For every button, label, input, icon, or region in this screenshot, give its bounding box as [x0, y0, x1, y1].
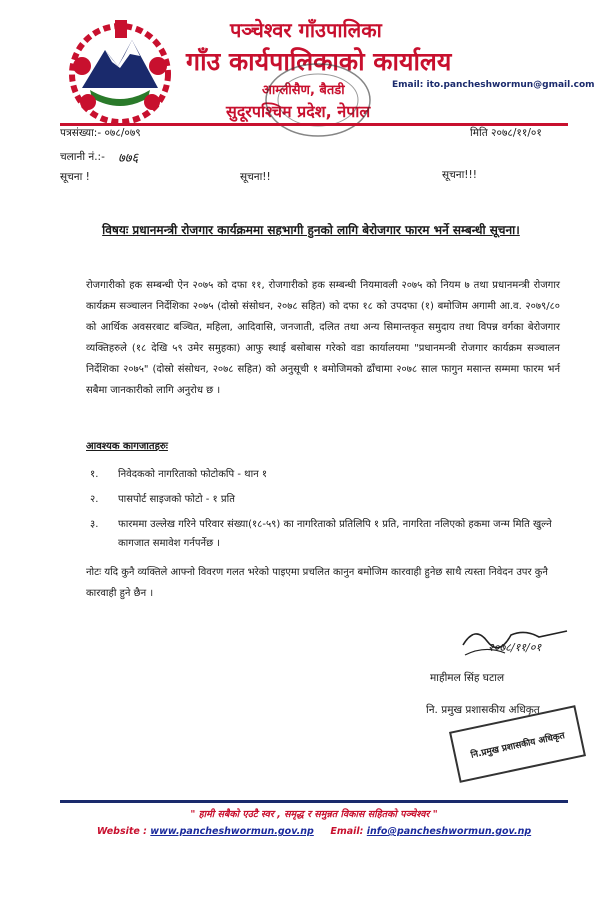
office-seal-stamp — [262, 60, 374, 140]
signatory-title: नि. प्रमुख प्रशासकीय अधिकृत — [426, 704, 540, 716]
signatory-name: माहीमल सिंह घटाल — [430, 672, 505, 684]
chalani-number: ७७६ — [118, 151, 139, 166]
list-item — [86, 465, 560, 484]
org-name: पञ्चेश्वर गाँउपालिका — [230, 18, 382, 42]
list-item — [86, 515, 560, 553]
notice-label-1: सूचना ! — [60, 171, 90, 183]
footer-divider — [60, 800, 568, 803]
list-item-number: १. — [90, 469, 99, 480]
patra-sankhya: पत्रसंख्या:- ०७८/०७९ — [60, 127, 141, 139]
footer-motto: " हामी सबैको एउटै स्वर , समृद्ध र समुन्नत विकास सहितको पञ्चेश्वर " — [190, 809, 438, 820]
list-item-text: फारममा उल्लेख गरिने परिवार संख्या(१८-५९) का नागरिताको प्रतिलिपि १ प्रति, नागरिता नलिएको हकमा जन्म मिति खुल्ने कागजात समावेश गर्नपर्नेछ । — [118, 519, 552, 549]
list-item-text: पासपोर्ट साइजको फोटो - १ प्रति — [118, 494, 235, 505]
note-paragraph: नोटः यदि कुनै व्यक्तिले आफ्नो विवरण गलत भरेको पाइएमा प्रचलित कानुन बमोजिम कारवाही हुनेछ साथै त्यस्ता निवेदन उपर कुनै कारवाही हुने छैन । — [86, 567, 548, 599]
date: मिति २०७८/११/०१ — [470, 127, 542, 139]
office-location: आम्लीसैण, बैतडी — [262, 83, 345, 98]
body-paragraph: रोजगारीको हक सम्बन्धी ऐन २०७५ को दफा ११, रोजगारीको हक सम्बन्धी नियमावली २०७५ को नियम ७ तथा प्रधानमन्त्री रोजगार कार्यक्रम सञ्चालन निर्देशिका २०७५ (दोस्रो संसोधन, २०७८ सहित) को दफा १८ को उपदफा (१) बमोजिम अगामी आ.व. २०७९/८० को आर्थिक अवसरबाट बञ्चित, महिला, आदिवासि, जनजाती, दलित तथा अन्य सिमान्तकृत समुदाय तथा विपन्न वर्गका बेरोजगार व्यक्तिहरुले (१८ देखि ५९ उमेर समुहका) आफु स्थाई बसोबास गरेको वडा कार्यालयमा "प्रधानमन्त्री रोजगार कार्यक्रम सञ्चालन निर्देशिका २०७५" (दोस्रो संसोधन, २०७८ सहित) को अनुसूची १ बमोजिमको ढाँचामा २०७८ साल फागुन मसान्त सम्ममा फारम भर्न सबैमा जानकारीको लागि अनुरोध छ । — [86, 280, 560, 396]
office-name: गाँउ कार्यपालिकाको कार्यालय — [186, 47, 452, 76]
chalani-label: चलानी नं.:- — [60, 151, 105, 163]
list-item-text: निवेदकको नागरिताको फोटोकपि - थान १ — [118, 469, 268, 480]
docs-list — [86, 465, 560, 559]
list-item-number: ३. — [90, 519, 99, 530]
header-email: Email: ito.pancheshwormun@gmail.com — [392, 80, 595, 90]
email-link[interactable]: info@pancheshwormun.gov.np — [366, 826, 532, 837]
subject-line: विषयः प्रधानमन्त्री रोजगार कार्यक्रममा सहभागी हुनको लागि बेरोजगार फारम भर्ने सम्बन्धी सूचना। — [102, 223, 520, 237]
nepal-emblem-logo — [60, 18, 180, 126]
list-item — [86, 490, 560, 509]
website-label: Website : — [96, 826, 147, 837]
signature-date: २०७८/११/०१ — [488, 641, 542, 654]
office-province: सुदूरपश्चिम प्रदेश, नेपाल — [226, 102, 371, 121]
notice-label-3: सूचना!!! — [442, 169, 477, 181]
footer-links — [60, 826, 568, 837]
list-item-number: २. — [90, 494, 99, 505]
email-label: Email: — [330, 826, 364, 837]
notice-label-2: सूचना!! — [240, 171, 271, 183]
designation-stamp-text: नि.प्रमुख प्रशासकीय अधिकृत — [469, 730, 566, 761]
docs-heading: आवश्यक कागजातहरुः — [86, 441, 168, 452]
website-link[interactable]: www.pancheshwormun.gov.np — [150, 826, 314, 837]
